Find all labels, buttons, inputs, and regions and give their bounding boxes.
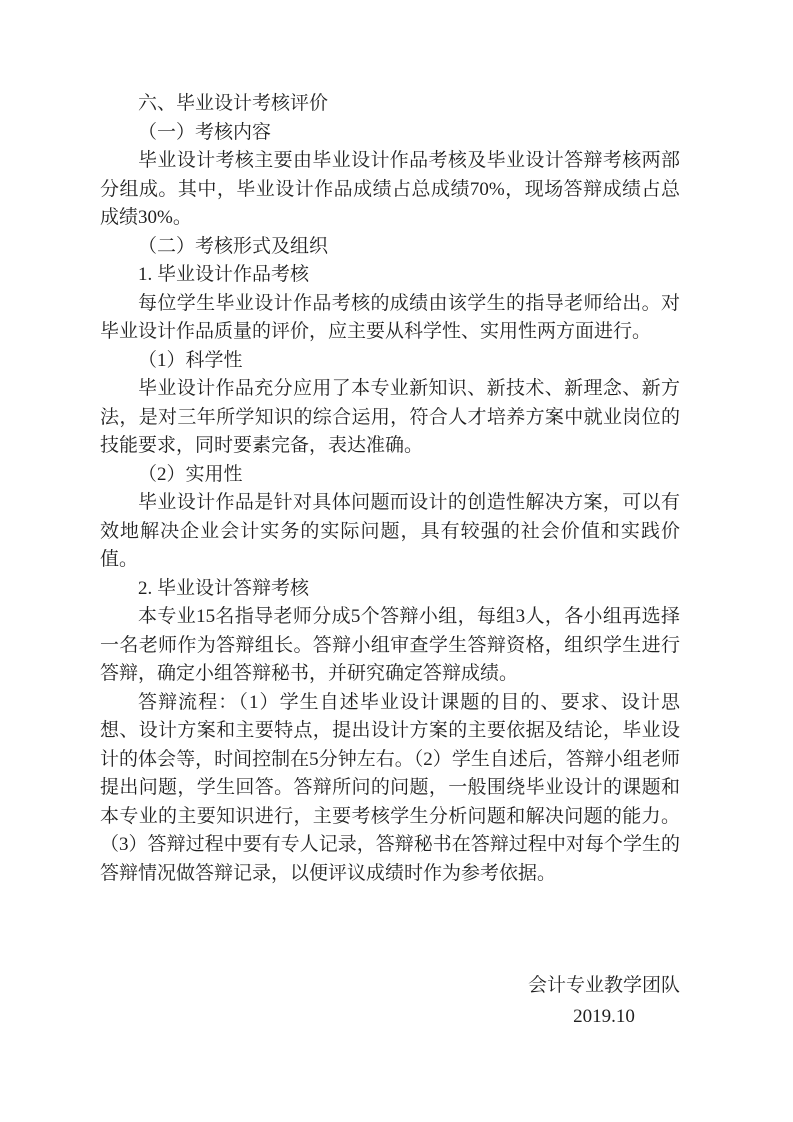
paragraph-assessment-form-heading: （二）考核形式及组织: [138, 235, 329, 257]
paragraph-assessment-content-heading: （一）考核内容: [138, 121, 272, 143]
paragraph-scientific-body: 毕业设计作品充分应用了本专业新知识、新技术、新理念、新方法，是对三年所学知识的综合运用，符合人才培养方案中就业岗位的技能要求，同时要素完备，表达准确。: [100, 378, 680, 456]
paragraph-scientific-heading: （1）科学性: [138, 349, 243, 371]
paragraph-defense-assessment-body: 本专业15名指导老师分成5个答辩小组，每组3人，各小组再选择一名老师作为答辩组长。答辩小组审查学生答辩资格，组织学生进行答辩，确定小组答辩秘书，并研究确定答辩成绩。: [100, 606, 680, 684]
paragraph-practical-heading: （2）实用性: [138, 463, 243, 485]
signature-date: 2019.10: [573, 1006, 635, 1027]
paragraph-work-assessment-body: 每位学生毕业设计作品考核的成绩由该学生的指导老师给出。对毕业设计作品质量的评价，应主要从科学性、实用性两方面进行。: [100, 292, 680, 342]
paragraph-assessment-content-body: 毕业设计考核主要由毕业设计作品考核及毕业设计答辩考核两部分组成。其中，毕业设计作品成绩占总成绩70%，现场答辩成绩占总成绩30%。: [100, 150, 680, 228]
paragraph-defense-process-body: 答辩流程：（1）学生自述毕业设计课题的目的、要求、设计思想、设计方案和主要特点，提出设计方案的主要依据及结论，毕业设计的体会等，时间控制在5分钟左右。（2）学生自述后，答辩小组老师提出问题，学生回答。答辩所问的问题，一般围绕毕业设计的课题和本专业的主要知识进行，主要考核学生分析问题和解决问题的能力。（3）答辩过程中要有专人记录，答辩秘书在答辩过程中对每个学生的答辩情况做答辩记录，以便评议成绩时作为参考依据。: [100, 691, 680, 884]
paragraph-defense-assessment-heading: 2. 毕业设计答辩考核: [138, 577, 310, 599]
paragraph-practical-body: 毕业设计作品是针对具体问题而设计的创造性解决方案，可以有效地解决企业会计实务的实际问题，具有较强的社会价值和实践价值。: [100, 492, 680, 570]
section-heading: 六、毕业设计考核评价: [138, 93, 329, 114]
signature-team: 会计专业教学团队: [527, 975, 680, 996]
signature-inner: [528, 970, 680, 1032]
signature-block: [100, 970, 680, 1032]
paragraph-work-assessment-heading: 1. 毕业设计作品考核: [138, 264, 310, 285]
document-body: [100, 90, 680, 1032]
